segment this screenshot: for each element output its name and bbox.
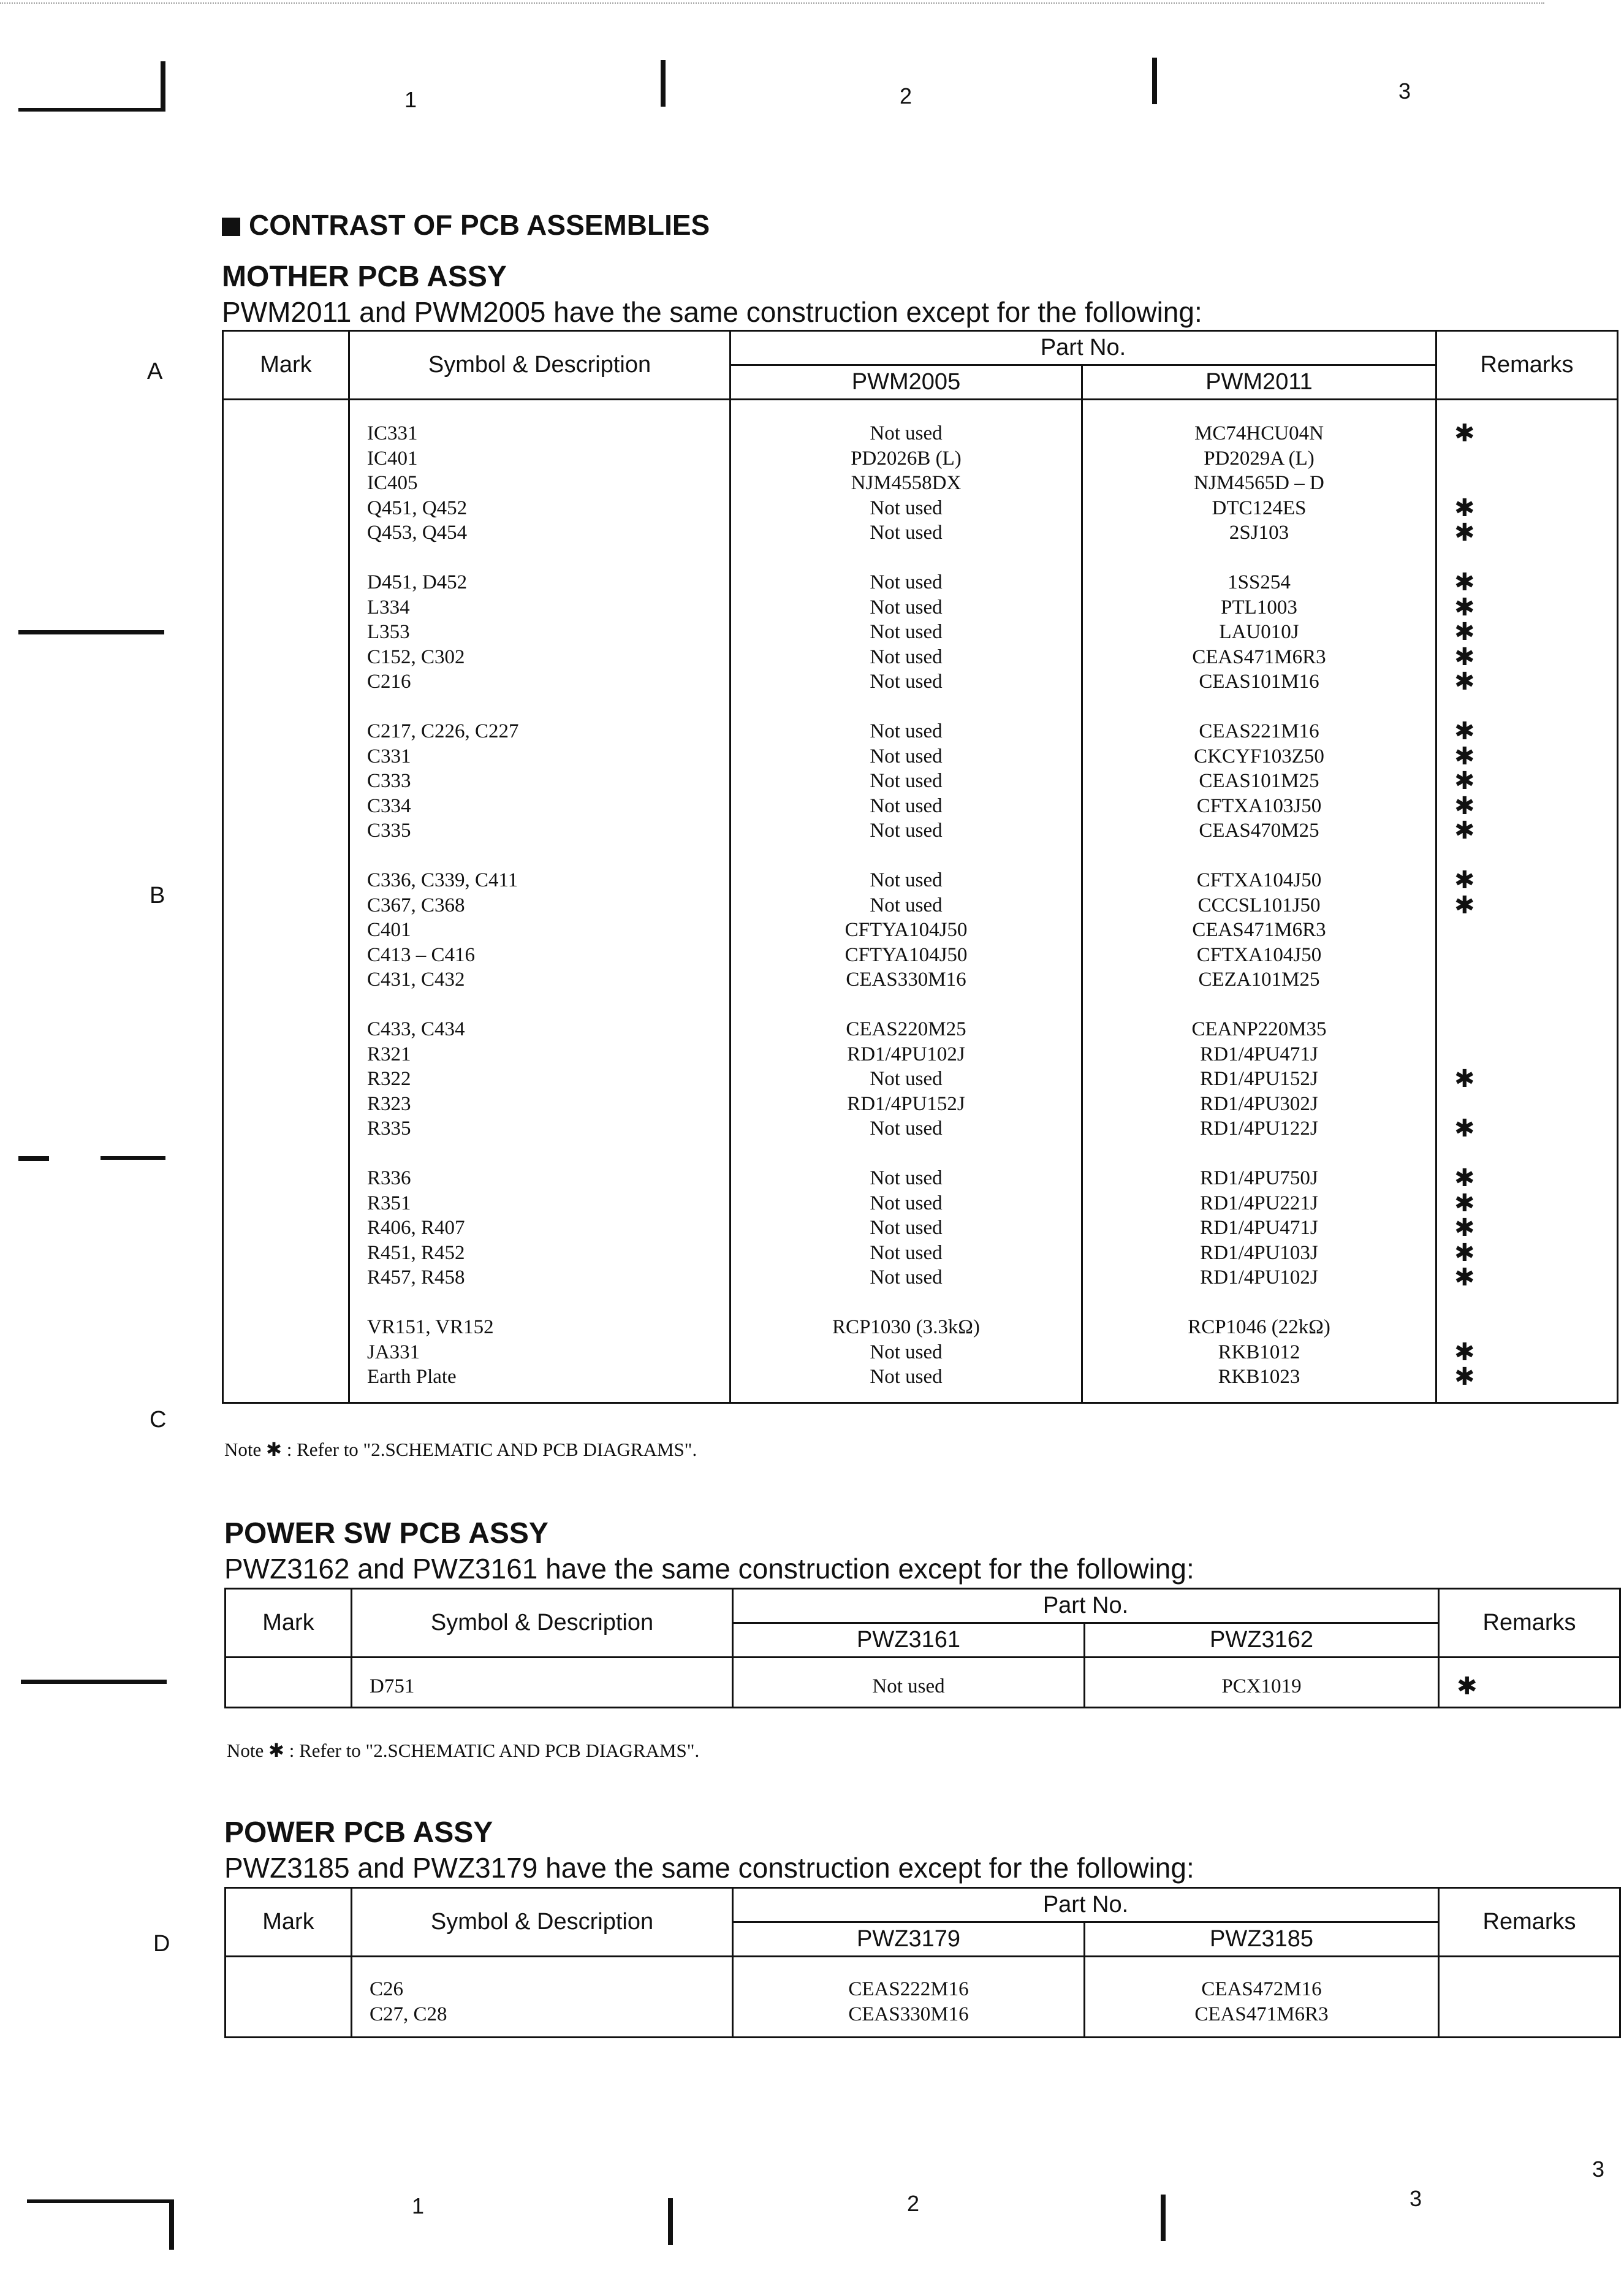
part-a-cell: Not used bbox=[870, 1217, 943, 1239]
part-a-cell: RD1/4PU102J bbox=[847, 1043, 965, 1065]
row-group bbox=[367, 719, 729, 843]
remark-cell: ✱ bbox=[1454, 1065, 1475, 1093]
symbol-cell: C334 bbox=[367, 794, 411, 817]
symbol-cell: JA331 bbox=[367, 1341, 420, 1363]
symbol-column bbox=[352, 1957, 733, 2038]
part-a-cell: Not used bbox=[870, 671, 943, 693]
symbol-cell: R457, R458 bbox=[367, 1266, 465, 1289]
remark-cell: ✱ bbox=[1454, 767, 1475, 795]
bottom-zone-number-3: 3 bbox=[1410, 2186, 1422, 2211]
black-square-icon bbox=[222, 218, 240, 236]
symbol-cell: C401 bbox=[367, 919, 411, 941]
top-zone-number-2: 2 bbox=[900, 83, 913, 109]
bottom-zone-number-2: 2 bbox=[907, 2191, 920, 2216]
symbol-cell: R451, R452 bbox=[367, 1241, 465, 1264]
top-zone-number-3: 3 bbox=[1398, 78, 1411, 104]
part-b-cell: RKB1012 bbox=[1218, 1341, 1300, 1363]
part-b-cell: RKB1023 bbox=[1218, 1366, 1300, 1388]
remarks-header: Remarks bbox=[1439, 1589, 1620, 1658]
symbol-description-header: Symbol & Description bbox=[352, 1589, 733, 1658]
bottom-zone-number-1: 1 bbox=[412, 2193, 425, 2218]
part-column-b-header: PWM2011 bbox=[1082, 365, 1436, 400]
row-group bbox=[731, 421, 1081, 546]
part-a-cell: Not used bbox=[870, 571, 943, 593]
part-a-column bbox=[733, 1957, 1085, 2038]
part-b-cell: CFTXA103J50 bbox=[1196, 794, 1322, 817]
row-letter-b: B bbox=[150, 883, 165, 908]
part-b-column bbox=[1085, 1957, 1439, 2038]
power-pcb-subtitle: PWZ3185 and PWZ3179 have the same construction except for the following: bbox=[224, 1852, 1194, 1884]
part-b-cell: CEAS471M6R3 bbox=[1192, 645, 1326, 668]
row-group bbox=[1085, 1674, 1438, 1699]
symbol-cell: C216 bbox=[367, 671, 411, 693]
remarks-header: Remarks bbox=[1436, 331, 1618, 400]
row-group bbox=[1454, 1315, 1617, 1390]
part-a-cell: Not used bbox=[870, 1167, 943, 1189]
bottom-left-corner-v bbox=[169, 2199, 174, 2250]
mark-header: Mark bbox=[226, 1589, 352, 1658]
top-zone-number-1: 1 bbox=[404, 87, 417, 112]
part-b-cell: 1SS254 bbox=[1227, 571, 1291, 593]
remark-cell: ✱ bbox=[1454, 1214, 1475, 1242]
symbol-cell: C27, C28 bbox=[370, 2003, 447, 2025]
part-b-cell: RD1/4PU471J bbox=[1200, 1043, 1318, 1065]
remark-cell: ✱ bbox=[1454, 1263, 1475, 1292]
remark-cell: ✱ bbox=[1454, 519, 1475, 547]
part-a-cell: CEAS220M25 bbox=[846, 1018, 966, 1040]
row-group bbox=[731, 1017, 1081, 1141]
part-b-cell: RD1/4PU302J bbox=[1200, 1092, 1318, 1115]
bottom-divider-2 bbox=[1161, 2195, 1166, 2241]
remark-cell bbox=[1454, 943, 1617, 968]
symbol-cell: R351 bbox=[367, 1192, 411, 1214]
part-b-cell: RD1/4PU221J bbox=[1200, 1192, 1318, 1214]
part-b-cell: CEAS471M6R3 bbox=[1192, 919, 1326, 941]
symbol-cell: R335 bbox=[367, 1117, 411, 1140]
remark-cell: ✱ bbox=[1454, 593, 1475, 622]
part-b-cell: CEAS470M25 bbox=[1199, 820, 1319, 842]
symbol-cell: C152, C302 bbox=[367, 645, 465, 668]
row-group bbox=[1083, 1166, 1435, 1290]
remark-cell: ✱ bbox=[1454, 1363, 1475, 1391]
row-group bbox=[734, 1977, 1083, 2027]
remark-cell bbox=[1454, 446, 1617, 471]
part-a-cell: Not used bbox=[870, 1266, 943, 1289]
part-b-cell: 2SJ103 bbox=[1229, 522, 1289, 544]
row-group bbox=[1083, 1315, 1435, 1390]
part-b-cell: CEAS221M16 bbox=[1199, 720, 1319, 742]
part-a-cell: Not used bbox=[870, 720, 943, 742]
part-b-cell: RD1/4PU471J bbox=[1200, 1217, 1318, 1239]
remark-cell: ✱ bbox=[1454, 742, 1475, 771]
part-b-cell: CEZA101M25 bbox=[1198, 969, 1320, 991]
part-b-column bbox=[1085, 1658, 1439, 1708]
mark-column bbox=[226, 1957, 352, 2038]
part-b-cell: RD1/4PU122J bbox=[1200, 1117, 1318, 1140]
part-a-cell: RD1/4PU152J bbox=[847, 1092, 965, 1115]
row-group bbox=[1454, 570, 1617, 695]
part-a-cell: CFTYA104J50 bbox=[844, 919, 968, 941]
remark-cell bbox=[1457, 2002, 1619, 2027]
symbol-cell: R406, R407 bbox=[367, 1217, 465, 1239]
part-b-column bbox=[1082, 400, 1436, 1403]
part-column-a-header: PWM2005 bbox=[730, 365, 1082, 400]
row-group bbox=[1083, 719, 1435, 843]
part-a-cell: CEAS330M16 bbox=[846, 969, 966, 991]
row-group bbox=[1454, 1017, 1617, 1141]
top-divider-2 bbox=[1152, 58, 1157, 104]
symbol-cell: D451, D452 bbox=[367, 571, 468, 593]
part-a-cell: Not used bbox=[870, 621, 943, 643]
symbol-cell: C333 bbox=[367, 770, 411, 792]
part-a-cell: Not used bbox=[870, 1192, 943, 1214]
symbol-cell: IC401 bbox=[367, 447, 418, 470]
part-b-cell: PTL1003 bbox=[1221, 596, 1297, 619]
remark-cell: ✱ bbox=[1457, 1672, 1478, 1700]
part-a-cell: Not used bbox=[870, 596, 943, 619]
part-a-cell: Not used bbox=[870, 645, 943, 668]
row-group bbox=[1083, 1017, 1435, 1141]
part-b-cell: CFTXA104J50 bbox=[1196, 869, 1322, 891]
row-group bbox=[731, 570, 1081, 695]
row-group bbox=[1457, 1674, 1619, 1699]
symbol-cell: R322 bbox=[367, 1068, 411, 1090]
remark-cell bbox=[1454, 918, 1617, 943]
row-letter-d: D bbox=[153, 1931, 170, 1957]
part-a-cell: PD2026B (L) bbox=[851, 447, 962, 470]
remark-cell bbox=[1454, 1017, 1617, 1042]
part-a-cell: CEAS330M16 bbox=[848, 2003, 969, 2025]
symbol-cell: IC405 bbox=[367, 472, 418, 494]
mark-column bbox=[223, 400, 349, 1403]
remark-cell: ✱ bbox=[1454, 866, 1475, 894]
symbol-cell: C413 – C416 bbox=[367, 943, 476, 966]
part-a-cell: CEAS222M16 bbox=[848, 1978, 969, 2000]
remark-cell: ✱ bbox=[1454, 791, 1475, 820]
symbol-cell: C336, C339, C411 bbox=[367, 869, 518, 891]
row-group bbox=[1083, 570, 1435, 695]
row-group bbox=[1454, 1166, 1617, 1290]
power-sw-pcb-table bbox=[224, 1588, 1621, 1708]
power-pcb-table bbox=[224, 1887, 1621, 2038]
part-a-cell: Not used bbox=[870, 894, 943, 916]
symbol-cell: L334 bbox=[367, 596, 410, 619]
row-group bbox=[367, 1166, 729, 1290]
row-group bbox=[370, 1977, 732, 2027]
section-heading-text: CONTRAST OF PCB ASSEMBLIES bbox=[249, 209, 710, 241]
mark-column bbox=[226, 1658, 352, 1708]
row-group bbox=[1083, 868, 1435, 992]
symbol-column bbox=[352, 1658, 733, 1708]
part-no-header: Part No. bbox=[733, 1589, 1439, 1623]
part-column-b-header: PWZ3162 bbox=[1085, 1623, 1439, 1658]
power-sw-pcb-note: Note ✱ : Refer to "2.SCHEMATIC AND PCB DIAGRAMS". bbox=[227, 1740, 700, 1761]
part-b-cell: NJM4565D – D bbox=[1194, 472, 1324, 494]
top-divider-1 bbox=[661, 60, 666, 107]
part-b-cell: CEAS471M6R3 bbox=[1194, 2003, 1329, 2025]
part-no-header: Part No. bbox=[730, 331, 1436, 365]
part-b-cell: RCP1046 (22kΩ) bbox=[1188, 1316, 1330, 1338]
remark-cell: ✱ bbox=[1454, 419, 1475, 447]
remarks-header: Remarks bbox=[1439, 1888, 1620, 1957]
row-group bbox=[1457, 1977, 1619, 2027]
symbol-cell: C335 bbox=[367, 820, 411, 842]
row-group bbox=[1454, 868, 1617, 992]
symbol-description-header: Symbol & Description bbox=[349, 331, 730, 400]
part-a-cell: Not used bbox=[870, 1117, 943, 1140]
bottom-divider-1 bbox=[668, 2198, 673, 2245]
symbol-cell: R323 bbox=[367, 1092, 411, 1115]
symbol-cell: C431, C432 bbox=[367, 969, 465, 991]
remark-cell bbox=[1457, 1977, 1619, 2002]
remark-cell: ✱ bbox=[1454, 1114, 1475, 1143]
remark-cell bbox=[1454, 471, 1617, 496]
remark-cell: ✱ bbox=[1454, 817, 1475, 845]
part-a-cell: NJM4558DX bbox=[851, 472, 962, 494]
symbol-description-header: Symbol & Description bbox=[352, 1888, 733, 1957]
row-group bbox=[367, 570, 729, 695]
row-group bbox=[731, 1315, 1081, 1390]
bottom-left-corner-h bbox=[27, 2199, 174, 2203]
remark-cell: ✱ bbox=[1454, 1238, 1475, 1267]
row-group bbox=[731, 868, 1081, 992]
remark-cell: ✱ bbox=[1454, 493, 1475, 522]
part-a-cell: Not used bbox=[870, 820, 943, 842]
part-a-cell: CFTYA104J50 bbox=[844, 943, 968, 966]
part-b-cell: RD1/4PU102J bbox=[1200, 1266, 1318, 1289]
part-b-cell: LAU010J bbox=[1219, 621, 1299, 643]
top-left-corner-v bbox=[161, 61, 165, 112]
row-group bbox=[1083, 421, 1435, 546]
symbol-cell: L353 bbox=[367, 621, 410, 643]
part-a-cell: Not used bbox=[870, 770, 943, 792]
mother-pcb-title: MOTHER PCB ASSY bbox=[222, 261, 507, 293]
part-b-cell: CFTXA104J50 bbox=[1196, 943, 1322, 966]
symbol-cell: R336 bbox=[367, 1167, 411, 1189]
mark-header: Mark bbox=[226, 1888, 352, 1957]
part-a-cell: Not used bbox=[870, 1341, 943, 1363]
mark-header: Mark bbox=[223, 331, 349, 400]
part-a-cell: Not used bbox=[870, 497, 943, 519]
remark-cell: ✱ bbox=[1454, 1189, 1475, 1217]
remarks-column bbox=[1436, 400, 1618, 1403]
remarks-column bbox=[1439, 1957, 1620, 2038]
part-b-cell: CEAS101M25 bbox=[1199, 770, 1319, 792]
row-group bbox=[1454, 421, 1617, 546]
part-b-cell: CEAS472M16 bbox=[1201, 1978, 1322, 2000]
part-b-cell: CEANP220M35 bbox=[1191, 1018, 1327, 1040]
part-b-cell: PCX1019 bbox=[1221, 1675, 1302, 1697]
remarks-column bbox=[1439, 1658, 1620, 1708]
symbol-cell: C217, C226, C227 bbox=[367, 720, 519, 742]
page-number: 3 bbox=[1592, 2157, 1605, 2182]
part-a-column bbox=[733, 1658, 1085, 1708]
part-b-cell: PD2029A (L) bbox=[1204, 447, 1315, 470]
part-a-cell: Not used bbox=[870, 422, 943, 444]
row-letter-a: A bbox=[147, 359, 163, 384]
row-group bbox=[734, 1674, 1083, 1699]
part-a-cell: Not used bbox=[870, 1241, 943, 1264]
power-sw-pcb-title: POWER SW PCB ASSY bbox=[224, 1517, 548, 1550]
remark-cell: ✱ bbox=[1454, 642, 1475, 671]
part-a-cell: Not used bbox=[872, 1675, 945, 1697]
left-margin-mark-b-long bbox=[101, 1156, 165, 1160]
symbol-cell: C367, C368 bbox=[367, 894, 465, 916]
left-margin-mark-b-short bbox=[18, 1156, 49, 1161]
remark-cell: ✱ bbox=[1454, 891, 1475, 919]
remark-cell bbox=[1454, 1315, 1617, 1340]
part-a-cell: Not used bbox=[870, 745, 943, 767]
part-b-cell: DTC124ES bbox=[1212, 497, 1307, 519]
power-sw-pcb-subtitle: PWZ3162 and PWZ3161 have the same construction except for the following: bbox=[224, 1553, 1194, 1585]
top-rule bbox=[0, 2, 1544, 4]
remark-cell: ✱ bbox=[1454, 1164, 1475, 1192]
remark-cell bbox=[1454, 1092, 1617, 1117]
part-column-b-header: PWZ3185 bbox=[1085, 1922, 1439, 1957]
part-a-cell: Not used bbox=[870, 869, 943, 891]
part-a-cell: Not used bbox=[870, 522, 943, 544]
row-group bbox=[1085, 1977, 1438, 2027]
row-group bbox=[367, 1315, 729, 1390]
part-b-cell: CKCYF103Z50 bbox=[1194, 745, 1324, 767]
top-left-corner-h bbox=[18, 108, 165, 112]
mother-pcb-table bbox=[222, 330, 1618, 1404]
symbol-cell: VR151, VR152 bbox=[367, 1316, 494, 1338]
part-b-cell: RD1/4PU103J bbox=[1200, 1241, 1318, 1264]
symbol-cell: IC331 bbox=[367, 422, 418, 444]
part-no-header: Part No. bbox=[733, 1888, 1439, 1922]
row-group bbox=[367, 421, 729, 546]
symbol-column bbox=[349, 400, 730, 1403]
remark-cell bbox=[1454, 1042, 1617, 1067]
row-group bbox=[731, 1166, 1081, 1290]
symbol-cell: Earth Plate bbox=[367, 1366, 457, 1388]
part-b-cell: CCCSL101J50 bbox=[1197, 894, 1321, 916]
remark-cell: ✱ bbox=[1454, 668, 1475, 696]
symbol-cell: Q451, Q452 bbox=[367, 497, 468, 519]
part-b-cell: RD1/4PU152J bbox=[1200, 1068, 1318, 1090]
remark-cell: ✱ bbox=[1454, 1338, 1475, 1366]
symbol-cell: C433, C434 bbox=[367, 1018, 465, 1040]
part-b-cell: CEAS101M16 bbox=[1199, 671, 1319, 693]
remark-cell: ✱ bbox=[1454, 618, 1475, 646]
part-a-cell: Not used bbox=[870, 794, 943, 817]
row-group bbox=[367, 868, 729, 992]
left-margin-mark-cd bbox=[21, 1680, 167, 1684]
symbol-cell: Q453, Q454 bbox=[367, 522, 468, 544]
row-letter-c: C bbox=[150, 1407, 167, 1433]
part-column-a-header: PWZ3161 bbox=[733, 1623, 1085, 1658]
part-b-cell: RD1/4PU750J bbox=[1200, 1167, 1318, 1189]
row-group bbox=[731, 719, 1081, 843]
part-a-cell: RCP1030 (3.3kΩ) bbox=[832, 1316, 980, 1338]
part-a-cell: Not used bbox=[870, 1366, 943, 1388]
remark-cell: ✱ bbox=[1454, 568, 1475, 596]
symbol-cell: D751 bbox=[370, 1675, 415, 1697]
remark-cell bbox=[1454, 967, 1617, 992]
remark-cell: ✱ bbox=[1454, 717, 1475, 745]
mother-pcb-note: Note ✱ : Refer to "2.SCHEMATIC AND PCB DIAGRAMS". bbox=[224, 1439, 697, 1460]
row-group bbox=[367, 1017, 729, 1141]
row-group bbox=[1454, 719, 1617, 843]
part-b-cell: MC74HCU04N bbox=[1194, 422, 1324, 444]
symbol-cell: R321 bbox=[367, 1043, 411, 1065]
left-margin-mark-ab bbox=[18, 630, 164, 634]
mother-pcb-subtitle: PWM2011 and PWM2005 have the same construction except for the following: bbox=[222, 296, 1202, 328]
symbol-cell: C26 bbox=[370, 1978, 404, 2000]
part-a-column bbox=[730, 400, 1082, 1403]
part-a-cell: Not used bbox=[870, 1068, 943, 1090]
row-group bbox=[370, 1674, 732, 1699]
section-heading bbox=[222, 208, 710, 242]
part-column-a-header: PWZ3179 bbox=[733, 1922, 1085, 1957]
power-pcb-title: POWER PCB ASSY bbox=[224, 1816, 493, 1849]
symbol-cell: C331 bbox=[367, 745, 411, 767]
